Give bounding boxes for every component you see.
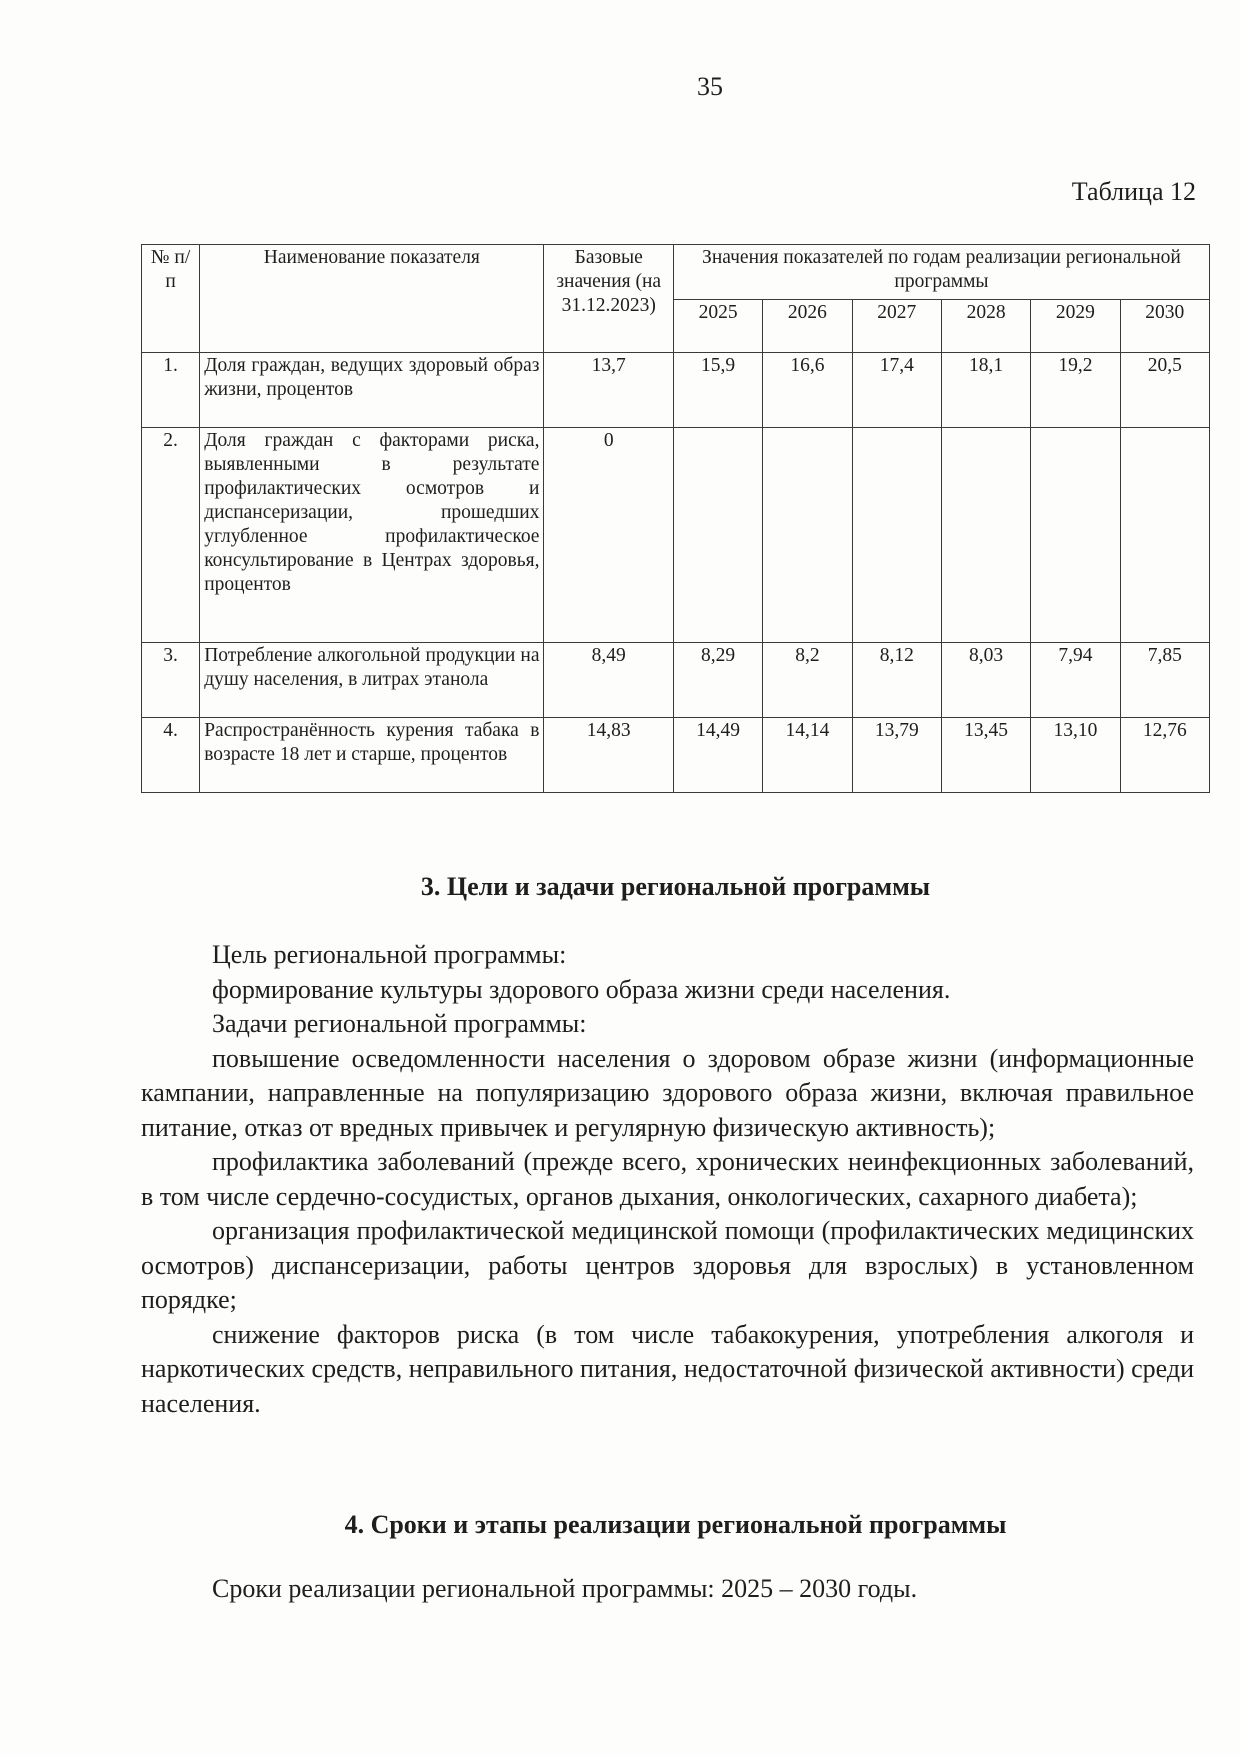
row-base-value: 0 bbox=[544, 428, 673, 643]
header-years-group: Значения показателей по годам реализации региональной программы bbox=[673, 245, 1209, 300]
task-item: организация профилактической медицинской помощи (профилактических медицинских осмотров) диспансеризации, работы центров здоровья для взрослых) в установленном порядке; bbox=[141, 1216, 1194, 1314]
row-base-value: 14,83 bbox=[544, 718, 673, 793]
row-indicator-name: Распространённость курения табака в возрасте 18 лет и старше, процентов bbox=[200, 718, 544, 793]
table-caption: Таблица 12 bbox=[1071, 177, 1196, 206]
row-year-value bbox=[852, 428, 941, 643]
section-3-body bbox=[141, 938, 1194, 1421]
section-4-body bbox=[141, 1572, 1194, 1607]
goal-text: формирование культуры здорового образа жизни среди населения. bbox=[212, 974, 951, 1004]
tasks-label: Задачи региональной программы: bbox=[212, 1009, 587, 1038]
task-item: повышение осведомленности населения о здоровом образе жизни (информационные кампании, направленные на популяризацию здорового образа жизни, включая правильное питание, отказ от вредных привычек и регулярную физическую активность); bbox=[141, 1043, 1194, 1142]
row-year-value: 8,03 bbox=[941, 643, 1030, 718]
row-year-value: 14,14 bbox=[763, 718, 852, 793]
row-year-value: 15,9 bbox=[673, 353, 762, 428]
header-name: Наименование показателя bbox=[200, 245, 544, 353]
row-year-value: 8,29 bbox=[673, 643, 762, 718]
header-year: 2025 bbox=[673, 300, 762, 353]
row-year-value: 13,10 bbox=[1031, 718, 1120, 793]
row-year-value: 19,2 bbox=[1031, 353, 1120, 428]
page-number: 35 bbox=[697, 72, 723, 101]
header-year: 2027 bbox=[852, 300, 941, 353]
header-num: № п/п bbox=[142, 245, 200, 353]
row-year-value: 17,4 bbox=[852, 353, 941, 428]
header-base: Базовые значения (на 31.12.2023) bbox=[544, 245, 673, 353]
row-base-value: 8,49 bbox=[544, 643, 673, 718]
row-year-value: 8,2 bbox=[763, 643, 852, 718]
row-num: 2. bbox=[142, 428, 200, 643]
row-year-value bbox=[1120, 428, 1209, 643]
row-year-value bbox=[941, 428, 1030, 643]
table-header-row bbox=[142, 245, 1210, 300]
row-year-value: 13,45 bbox=[941, 718, 1030, 793]
row-year-value: 7,94 bbox=[1031, 643, 1120, 718]
row-year-value: 20,5 bbox=[1120, 353, 1209, 428]
row-year-value: 18,1 bbox=[941, 353, 1030, 428]
task-item: снижение факторов риска (в том числе табакокурения, употребления алкоголя и наркотических средств, неправильного питания, недостаточной физической активности) среди населения. bbox=[141, 1319, 1194, 1418]
row-num: 1. bbox=[142, 353, 200, 428]
section-4-heading: 4. Сроки и этапы реализации региональной программы bbox=[344, 1510, 1007, 1539]
table-row bbox=[142, 643, 1210, 718]
row-year-value: 14,49 bbox=[673, 718, 762, 793]
row-indicator-name: Потребление алкогольной продукции на душу населения, в литрах этанола bbox=[200, 643, 544, 718]
timeline-text: Сроки реализации региональной программы: 2025 – 2030 годы. bbox=[212, 1574, 918, 1603]
row-year-value: 12,76 bbox=[1120, 718, 1209, 793]
row-num: 3. bbox=[142, 643, 200, 718]
table-row bbox=[142, 718, 1210, 793]
row-indicator-name: Доля граждан, ведущих здоровый образ жизни, процентов bbox=[200, 353, 544, 428]
row-year-value: 8,12 bbox=[852, 643, 941, 718]
row-year-value: 7,85 bbox=[1120, 643, 1209, 718]
table-row bbox=[142, 353, 1210, 428]
section-3-heading: 3. Цели и задачи региональной программы bbox=[420, 872, 931, 901]
indicators-table bbox=[141, 244, 1210, 793]
row-year-value bbox=[1031, 428, 1120, 643]
header-year: 2029 bbox=[1031, 300, 1120, 353]
header-year: 2028 bbox=[941, 300, 1030, 353]
row-year-value bbox=[763, 428, 852, 643]
header-year: 2026 bbox=[763, 300, 852, 353]
row-num: 4. bbox=[142, 718, 200, 793]
row-base-value: 13,7 bbox=[544, 353, 673, 428]
row-year-value bbox=[673, 428, 762, 643]
row-year-value: 16,6 bbox=[763, 353, 852, 428]
row-indicator-name: Доля граждан с факторами риска, выявленными в результате профилактических осмотров и диспансеризации, прошедших углубленное профилактическое консультирование в Центрах здоровья, процентов bbox=[200, 428, 544, 643]
table-row bbox=[142, 428, 1210, 643]
task-item: профилактика заболеваний (прежде всего, хронических неинфекционных заболеваний, в том числе сердечно-сосудистых, органов дыхания, онкологических, сахарного диабета); bbox=[141, 1147, 1194, 1211]
goal-label: Цель региональной программы: bbox=[212, 940, 567, 969]
row-year-value: 13,79 bbox=[852, 718, 941, 793]
header-year: 2030 bbox=[1120, 300, 1209, 353]
